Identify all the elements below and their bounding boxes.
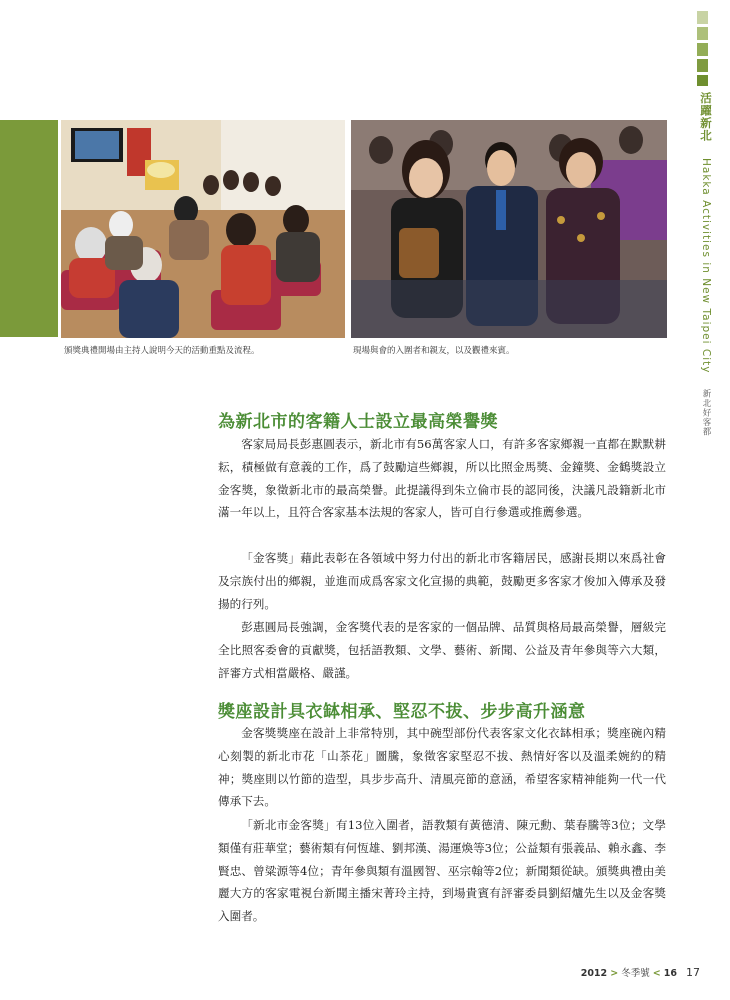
photo-caption-2: 現場與會的入圍者和親友，以及觀禮來賓。 xyxy=(353,346,515,356)
ceremony-photo xyxy=(61,120,345,338)
section-heading-2: 獎座設計具衣缽相承、堅忍不拔、步步高升涵意 xyxy=(218,702,586,722)
side-title-zh: 活躍新北 xyxy=(699,92,713,142)
page-number: 17 xyxy=(686,966,700,979)
side-section-title xyxy=(697,92,716,436)
side-square-2 xyxy=(697,27,708,40)
footer-season: 冬季號 xyxy=(621,968,650,979)
paragraph-4: 金客獎獎座在設計上非常特別，其中碗型部份代表客家文化衣缽相承；獎座碗內精心刻製的新北市花「山茶花」圖騰，象徵客家堅忍不拔、熱情好客以及溫柔婉約的精神；獎座則以竹節的造型，具步步高升、清風亮節的意涵，希望客家精神能夠一代一代傳承下去。 xyxy=(218,726,666,809)
footer-issue: 16 xyxy=(663,968,677,979)
photo-caption-1: 頒獎典禮開場由主持人說明今天的活動重點及流程。 xyxy=(64,346,260,356)
footer-year: 2012 xyxy=(580,968,608,979)
left-accent-block xyxy=(0,120,58,337)
paragraph-3: 彭惠圓局長強調，金客獎代表的是客家的一個品牌、品質與格局最高榮譽，層級完全比照客委會的貢獻獎，包括語教類、文學、藝術、新聞、公益及青年參與等六大類，評審方式相當嚴格、嚴謹。 xyxy=(218,620,666,680)
side-square-3 xyxy=(697,43,708,56)
paragraph-1: 客家局局長彭惠圓表示，新北市有56萬客家人口，有許多客家鄉親一直都在默默耕耘，積極做有意義的工作，爲了鼓勵這些鄉親，所以比照金馬獎、金鐘獎、金鶴獎設立金客獎，象徵新北市的最高榮譽。此提議得到朱立倫市長的認同後，決議凡設籍新北市滿一年以上，且符合客家基本法規的客家人，皆可自行參選或推薦參選。 xyxy=(218,437,666,520)
side-square-5 xyxy=(697,75,708,86)
attendees-photo xyxy=(351,120,667,338)
side-title-en: Hakka Activities in New Taipei City xyxy=(700,158,712,374)
attendees-photo-illustration xyxy=(351,120,667,338)
page-footer xyxy=(581,965,700,979)
footer-arrow-left: < xyxy=(652,968,661,979)
footer-arrow-right: > xyxy=(610,968,619,979)
section-heading-1: 為新北市的客籍人士設立最高榮譽獎 xyxy=(218,412,498,432)
side-square-4 xyxy=(697,59,708,72)
ceremony-photo-illustration xyxy=(61,120,345,338)
side-subtitle: 新北好客都 xyxy=(701,388,711,437)
paragraph-5: 「新北市金客獎」有13位入圍者，語教類有黃德清、陳元勳、葉春騰等3位；文學類僅有莊華堂；藝術類有何恆雄、劉邦漢、湯運煥等3位；公益類有張義品、賴永鑫、李賢忠、曾粱源等4位；青年參與類有溫國智、巫宗翰等2位；新聞類從缺。頒獎典禮由美麗大方的客家電視台新聞主播宋菁玲主持，到場貴賓有評審委員劉紹爐先生以及金客獎入圍者。 xyxy=(218,818,666,924)
paragraph-2: 「金客獎」藉此表彰在各領域中努力付出的新北市客籍居民，感謝長期以來爲社會及宗族付出的鄉親，並進而成爲客家文化宣揚的典範，鼓勵更多客家才俊加入傳承及發揚的行列。 xyxy=(218,551,666,611)
side-square-1 xyxy=(697,11,708,24)
